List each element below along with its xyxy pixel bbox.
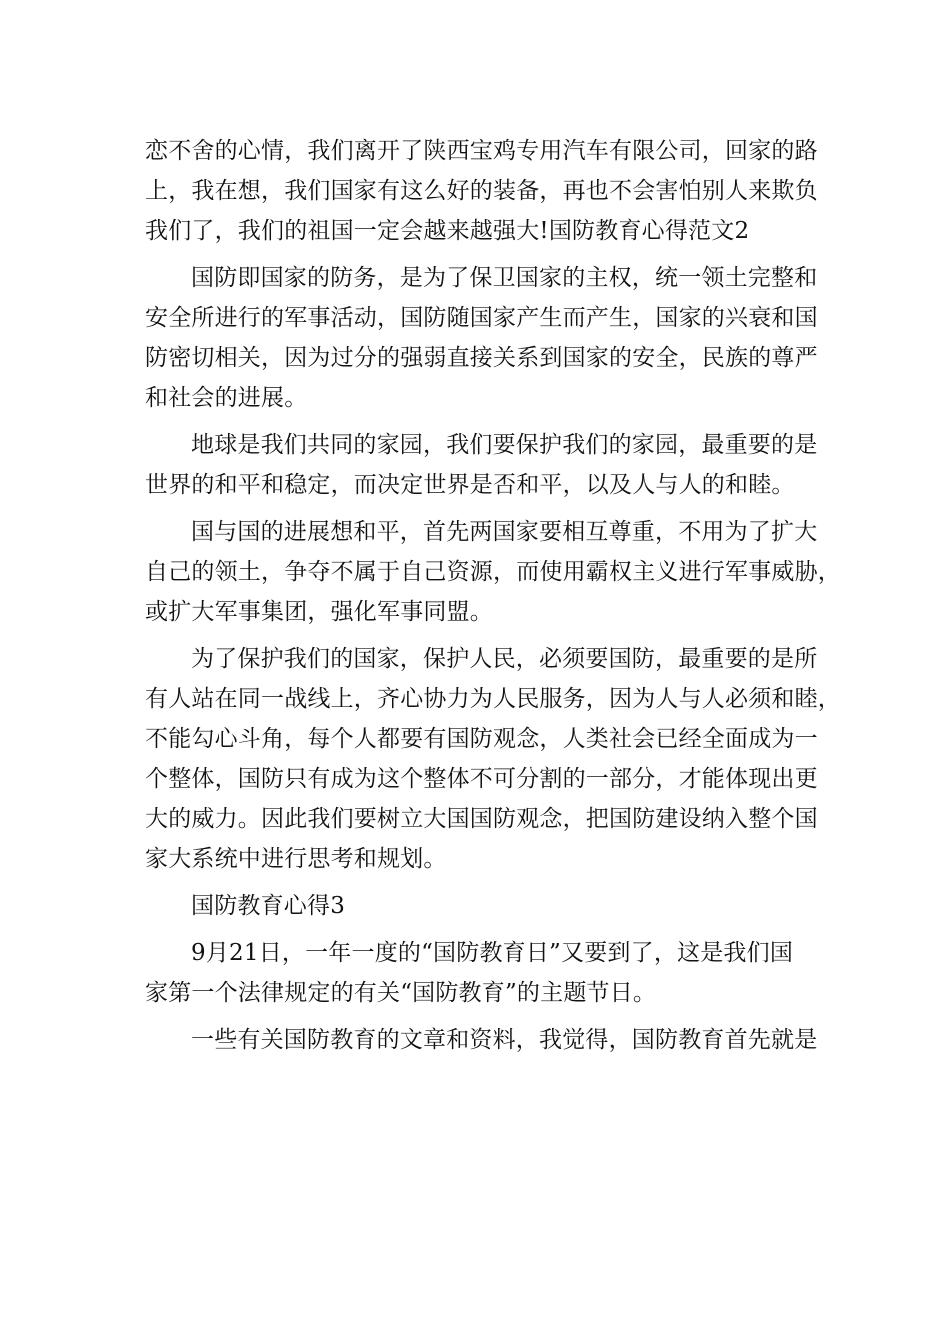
text-line: 国防即国家的防务，是为了保卫国家的主权，统一领土完整和 — [191, 265, 818, 291]
section-heading — [145, 886, 815, 926]
text-line: 自己的领土，争夺不属于自己资源，而使用霸权主义进行军事威胁， — [145, 559, 841, 585]
paragraph-5 — [145, 639, 841, 879]
heading-text: 国防教育心得3 — [191, 893, 346, 919]
text-line: 一些有关国防教育的文章和资料，我觉得，国防教育首先就是 — [191, 1027, 818, 1053]
text-line: 9月21日，一年一度的“国防教育日”又要到了，这是我们国 — [191, 940, 794, 966]
paragraph-2 — [145, 258, 818, 418]
text-line: 或扩大军事集团，强化军事同盟。 — [145, 599, 493, 625]
paragraph-7 — [145, 1020, 818, 1060]
text-line: 上，我在想，我们国家有这么好的装备，再也不会害怕别人来欺负 — [145, 178, 818, 204]
text-line: 为了保护我们的国家，保护人民，必须要国防，最重要的是所 — [191, 646, 818, 672]
text-line: 家大系统中进行思考和规划。 — [145, 846, 447, 872]
text-line: 我们了，我们的祖国一定会越来越强大!国防教育心得范文2 — [145, 218, 750, 244]
paragraph-4 — [145, 512, 841, 632]
text-line: 和社会的进展。 — [145, 385, 308, 411]
text-line: 有人站在同一战线上，齐心协力为人民服务，因为人与人必须和睦， — [145, 686, 841, 712]
document-body — [145, 131, 841, 1067]
text-line: 不能勾心斗角，每个人都要有国防观念，人类社会已经全面成为一 — [145, 726, 818, 752]
text-line: 大的威力。因此我们要树立大国国防观念，把国防建设纳入整个国 — [145, 806, 818, 832]
text-line: 安全所进行的军事活动，国防随国家产生而产生，国家的兴衰和国 — [145, 305, 818, 331]
text-line: 地球是我们共同的家园，我们要保护我们的家园，最重要的是 — [191, 432, 818, 458]
text-line: 防密切相关，因为过分的强弱直接关系到国家的安全，民族的尊严 — [145, 345, 818, 371]
text-line: 世界的和平和稳定，而决定世界是否和平，以及人与人的和睦。 — [145, 472, 795, 498]
paragraph-1 — [145, 131, 818, 251]
paragraph-3 — [145, 425, 818, 505]
text-line: 国与国的进展想和平，首先两国家要相互尊重，不用为了扩大 — [191, 519, 818, 545]
paragraph-6 — [145, 933, 815, 1013]
text-line: 个整体，国防只有成为这个整体不可分割的一部分，才能体现出更 — [145, 766, 818, 792]
text-line: 家第一个法律规定的有关“国防教育”的主题节日。 — [145, 980, 657, 1006]
text-line: 恋不舍的心情，我们离开了陕西宝鸡专用汽车有限公司，回家的路 — [145, 138, 818, 164]
